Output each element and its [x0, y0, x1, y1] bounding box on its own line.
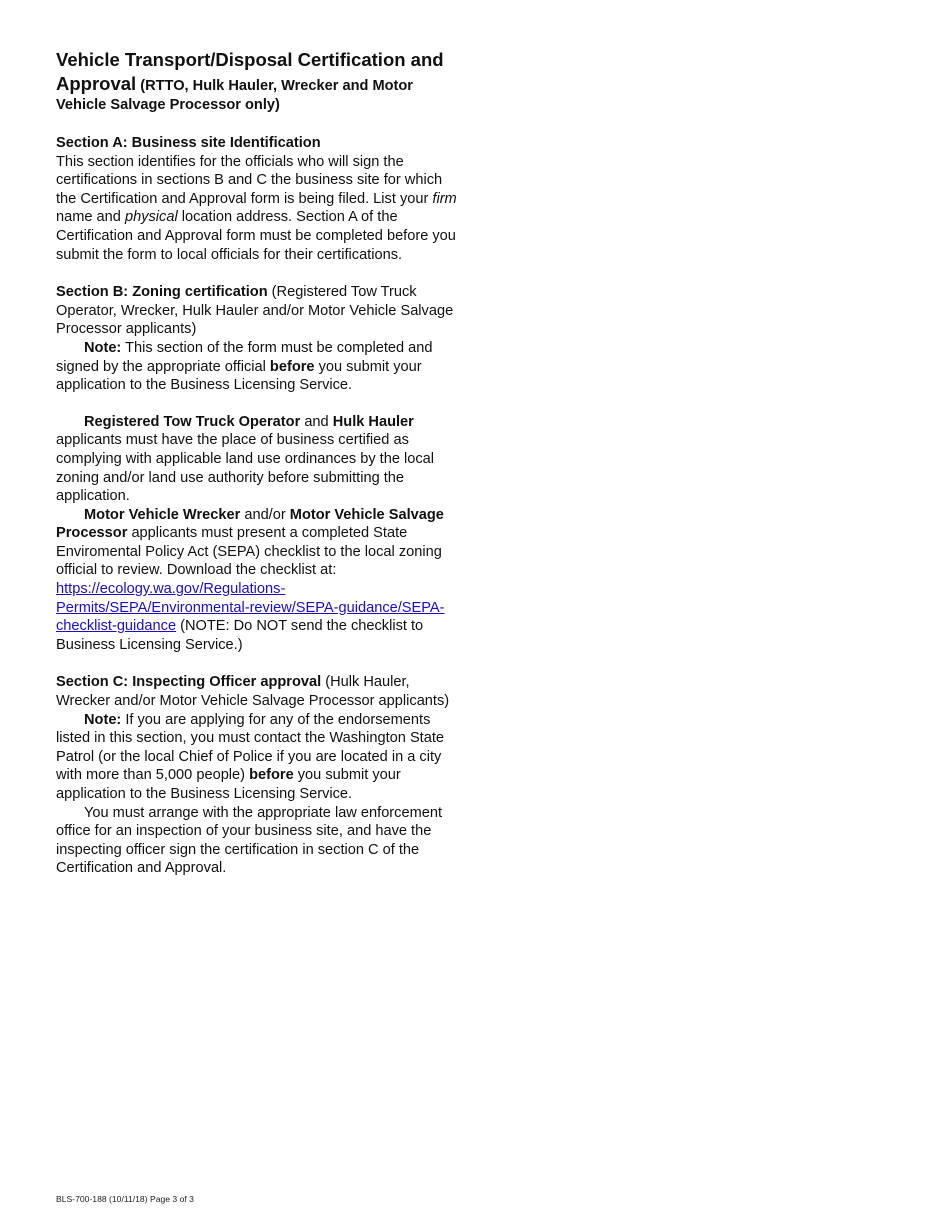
title-approval-word: Approval — [56, 73, 137, 94]
section-b-p2-bold-1: Registered Tow Truck Operator — [84, 413, 301, 430]
section-c-note-text-1: If you are applying for any of the endorsements listed in this section, you must contact the Washington State Patrol (or the local Chief of Police if you are located in a city with more than 5,000 people) — [56, 711, 445, 784]
section-b-note-label: Note: — [84, 339, 122, 356]
page-content — [56, 48, 466, 878]
section-b-heading-rest: (Registered Tow Truck Operator, Wrecker, Hulk Hauler and/or Motor Vehicle Salvage Processor applicants) — [56, 284, 454, 338]
section-a-text-3: location address. Section A of the Certification and Approval form must be completed before you submit the form to local officials for their certifications. — [56, 209, 456, 263]
section-b-note — [56, 339, 466, 395]
section-c-heading: Section C: Inspecting Officer approval — [56, 674, 322, 691]
section-a-paragraph — [56, 134, 466, 264]
section-c-note-text-2: you submit your application to the Business Licensing Service. — [56, 767, 401, 802]
section-b-note-text-1: This section of the form must be completed and signed by the appropriate official — [56, 339, 433, 375]
section-b-note-text-2: you submit your application to the Business Licensing Service. — [56, 358, 422, 394]
section-b-paragraph-3 — [56, 506, 466, 655]
title-qualifier-a: (RTTO, Hulk Hauler, Wrecker and Motor — [136, 78, 413, 94]
section-b — [56, 283, 466, 654]
section-b-heading: Section B: Zoning certification — [56, 284, 268, 301]
section-c-paragraph-2: You must arrange with the appropriate law enforcement office for an inspection of your business site, and have the inspecting officer sign the certification in section C of the Certification and Approval. — [56, 804, 443, 877]
section-c-note-bold: before — [249, 767, 294, 784]
section-c — [56, 673, 466, 878]
section-a-text-2: name and — [56, 209, 125, 226]
page-title — [56, 48, 466, 114]
section-b-p3-text-3: (NOTE: Do NOT send the checklist to Business Licensing Service.) — [56, 618, 424, 653]
title-qualifier-b: Vehicle Salvage Processor only) — [56, 97, 280, 113]
section-b-paragraph-2 — [56, 413, 466, 506]
section-a-em-firm: firm — [432, 190, 457, 207]
section-b-note-bold: before — [269, 358, 315, 375]
section-a-heading: Section A: Business site Identification — [56, 135, 321, 151]
section-b-p3-bold-2: Motor Vehicle Salvage Processor — [56, 506, 444, 542]
section-c-heading-rest: (Hulk Hauler, Wrecker and/or Motor Vehicle Salvage Processor applicants) — [56, 674, 450, 710]
section-b-p3-text-2: applicants must present a completed State Enviromental Policy Act (SEPA) checklist to the local zoning official to review. Download the checklist at: — [56, 525, 442, 579]
title-line-1: Vehicle Transport/Disposal Certification and — [56, 49, 444, 70]
section-c-note-label: Note: — [84, 711, 122, 728]
section-b-p2-text-2: applicants must have the place of business certified as complying with applicable land use ordinances by the local zoning and/or land use authority before submitting the application. — [56, 432, 435, 505]
section-c-intro — [56, 673, 466, 710]
section-a-text-1: This section identifies for the officials who will sign the certifications in sections B and C the business site for which the Certification and Approval form is being filed. List your — [56, 153, 443, 207]
section-b-p2-text-1: and — [300, 413, 333, 430]
section-b-p2-bold-2: Hulk Hauler — [332, 413, 414, 430]
section-a-em-physical: physical — [124, 209, 178, 226]
sepa-checklist-link[interactable]: https://ecology.wa.gov/Regulations-Permits/SEPA/Environmental-review/SEPA-guidance/SEPA-checklist-guidance — [56, 581, 445, 635]
page-footer: BLS-700-188 (10/11/18) Page 3 of 3 — [56, 1194, 194, 1204]
section-b-p3-text-1: and/or — [240, 506, 290, 523]
section-c-note — [56, 711, 466, 804]
section-b-intro — [56, 283, 466, 339]
section-a — [56, 134, 466, 264]
section-b-p3-bold-1: Motor Vehicle Wrecker — [84, 506, 241, 523]
